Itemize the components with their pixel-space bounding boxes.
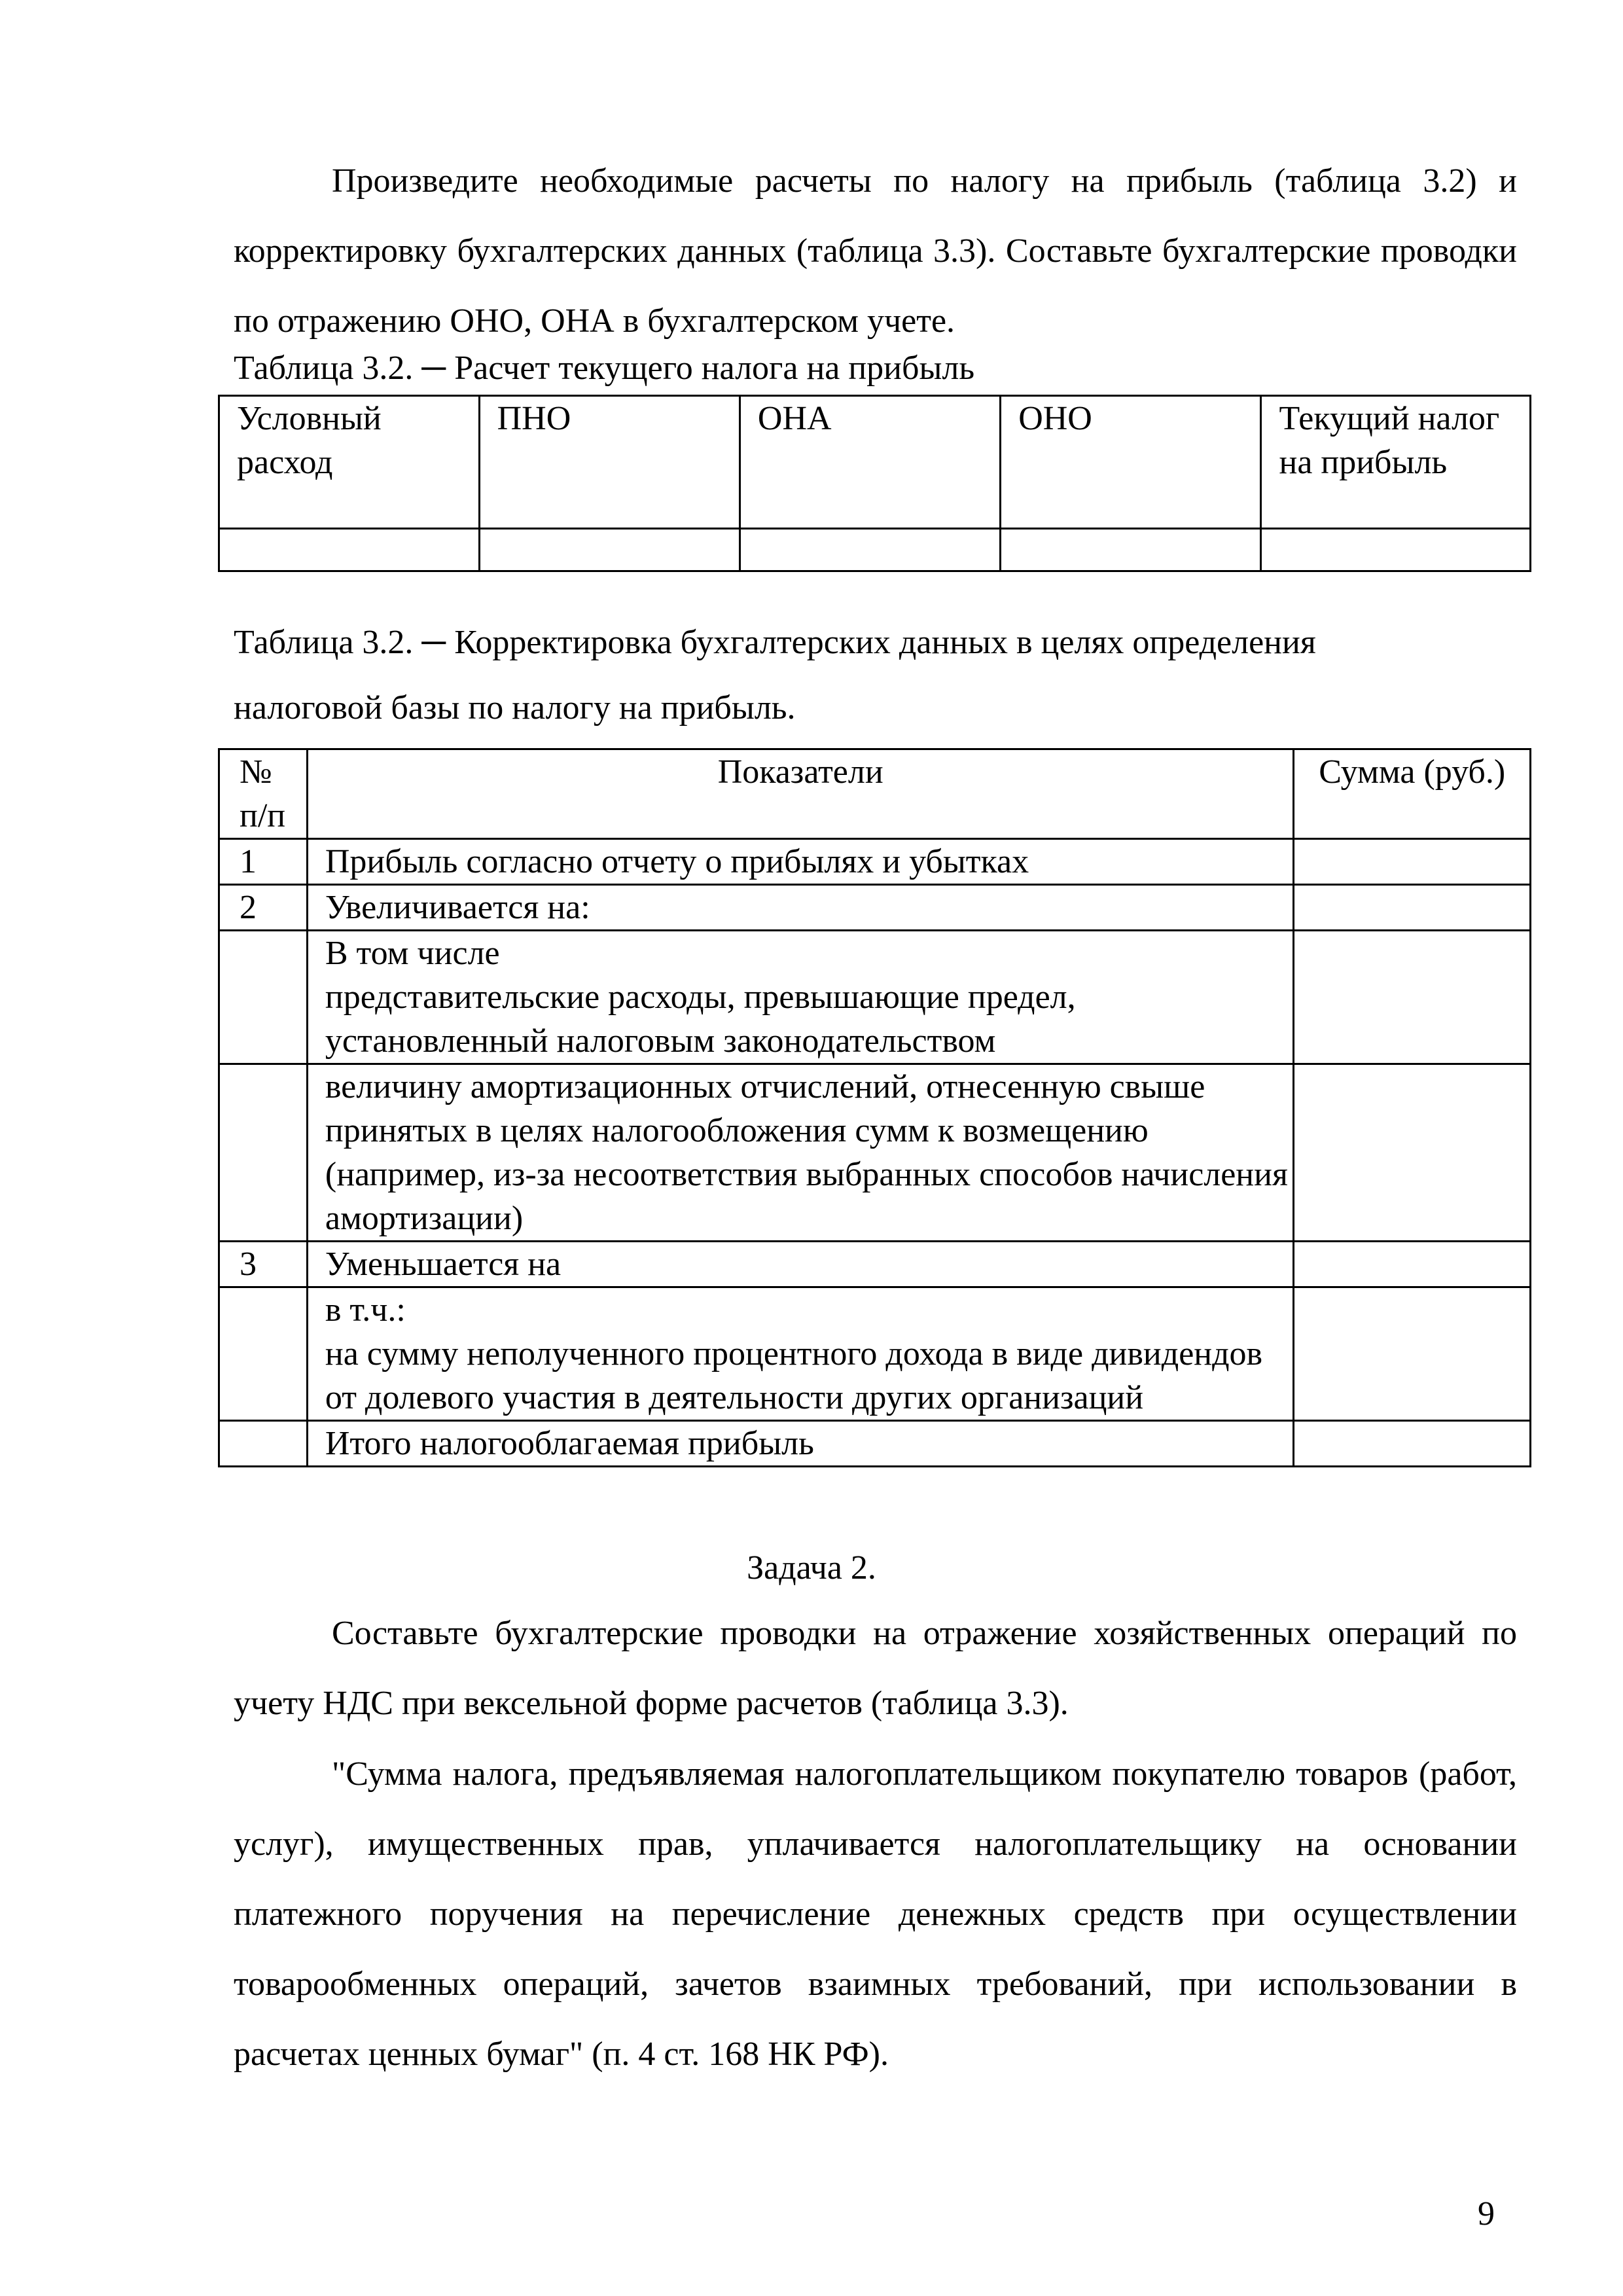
row-number — [219, 1287, 308, 1421]
row-indicator: Итого налогооблагаемая прибыль — [307, 1421, 1294, 1467]
header-pno: ПНО — [479, 396, 740, 529]
table-cell — [740, 529, 1000, 571]
row-indicator: в т.ч.: на сумму неполученного процентного дохода в виде дивидендов от долевого участия в деятельности других организаций — [307, 1287, 1294, 1421]
table2-header-row — [219, 749, 1531, 839]
header-ona: ОНА — [740, 396, 1000, 529]
tax-calculation-table — [218, 395, 1531, 572]
header-number: № п/п — [219, 749, 308, 839]
header-ono: ОНО — [1001, 396, 1261, 529]
header-conditional-expense: Условный расход — [219, 396, 480, 529]
row-indicator: В том числе представительские расходы, превышающие предел, установленный налоговым законодательством — [307, 931, 1294, 1064]
header-sum: Сумма (руб.) — [1294, 749, 1531, 839]
row-number — [219, 931, 308, 1064]
table2-caption-line2: налоговой базы по налогу на прибыль. — [234, 689, 796, 726]
table1-empty-row — [219, 529, 1531, 571]
row-number — [219, 1421, 308, 1467]
row-number: 2 — [219, 885, 308, 931]
row-number: 3 — [219, 1242, 308, 1287]
row-number — [219, 1064, 308, 1242]
row-indicator: Уменьшается на — [307, 1242, 1294, 1287]
table1-header-row — [219, 396, 1531, 529]
table-row — [219, 1421, 1531, 1467]
row-sum — [1294, 1064, 1531, 1242]
row-indicator: Прибыль согласно отчету о прибылях и убытках — [307, 839, 1294, 885]
table-row — [219, 1287, 1531, 1421]
header-current-tax: Текущий налог на прибыль — [1261, 396, 1531, 529]
row-sum — [1294, 1421, 1531, 1467]
intro-paragraph: Произведите необходимые расчеты по налогу на прибыль (таблица 3.2) и корректировку бухгалтерских данных (таблица 3.3). Составьте бухгалтерские проводки по отражению ОНО, ОНА в бухгалтерском учете. — [234, 162, 1517, 340]
table-row — [219, 839, 1531, 885]
table-row — [219, 1064, 1531, 1242]
task2-title: Задача 2. — [747, 1549, 876, 1587]
row-number: 1 — [219, 839, 308, 885]
table-cell — [219, 529, 480, 571]
table1-caption: Таблица 3.2. ─ Расчет текущего налога на прибыль — [234, 350, 975, 387]
table-cell — [1261, 529, 1531, 571]
page-number: 9 — [1478, 2195, 1495, 2233]
row-sum — [1294, 839, 1531, 885]
task2-paragraph-1: Составьте бухгалтерские проводки на отражение хозяйственных операций по учету НДС при вексельной форме расчетов (таблица 3.3). — [234, 1615, 1517, 1722]
row-indicator: Увеличивается на: — [307, 885, 1294, 931]
row-sum — [1294, 1287, 1531, 1421]
row-indicator: величину амортизационных отчислений, отнесенную свыше принятых в целях налогообложения сумм к возмещению (например, из-за несоответствия выбранных способов начисления амортизации) — [307, 1064, 1294, 1242]
header-indicators: Показатели — [307, 749, 1294, 839]
table-row — [219, 1242, 1531, 1287]
table-row — [219, 931, 1531, 1064]
accounting-adjustment-table — [218, 748, 1531, 1467]
row-sum — [1294, 1242, 1531, 1287]
table-cell — [479, 529, 740, 571]
task2-paragraph-2: "Сумма налога, предъявляемая налогоплательщиком покупателю товаров (работ, услуг), имущественных прав, уплачивается налогоплательщику на основании платежного поручения на перечисление денежных средств при осуществлении товарообменных операций, зачетов взаимных требований, при использовании в расчетах ценных бумаг" (п. 4 ст. 168 НК РФ). — [234, 1755, 1517, 2073]
table2-caption-line1: Таблица 3.2. ─ Корректировка бухгалтерских данных в целях определения — [234, 624, 1316, 661]
row-sum — [1294, 931, 1531, 1064]
table-row — [219, 885, 1531, 931]
row-sum — [1294, 885, 1531, 931]
table-cell — [1001, 529, 1261, 571]
